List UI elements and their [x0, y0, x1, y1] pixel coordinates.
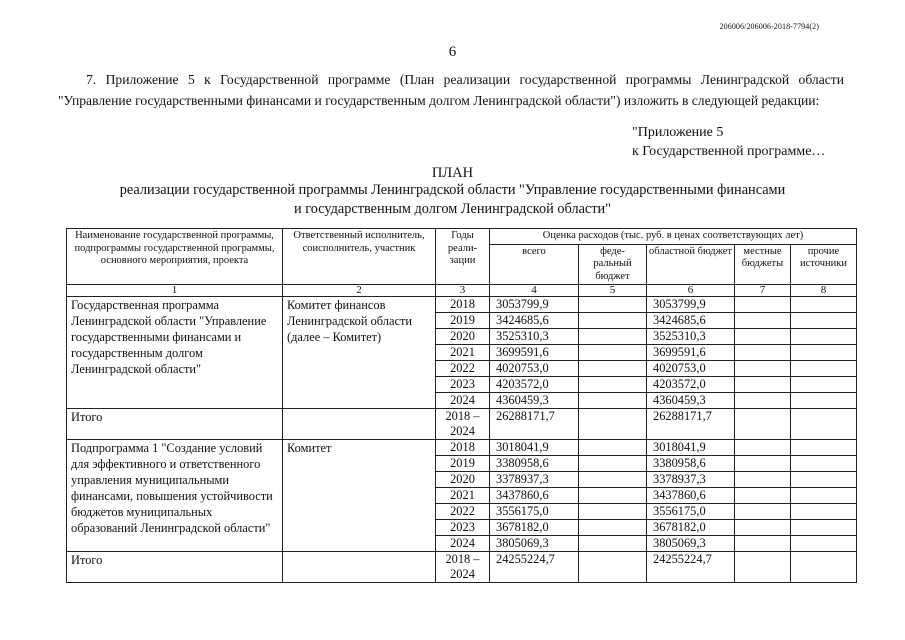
- header-total: всего: [490, 244, 579, 285]
- local-cell: [735, 504, 791, 520]
- total-cell: 3525310,3: [490, 329, 579, 345]
- total-cell: 3424685,6: [490, 313, 579, 329]
- regional-cell: 3053799,9: [647, 297, 735, 313]
- federal-cell: [579, 536, 647, 552]
- total-cell: 4203572,0: [490, 377, 579, 393]
- regional-cell: 4360459,3: [647, 393, 735, 409]
- other-cell: [791, 456, 857, 472]
- total-sum-cell: 26288171,7: [490, 409, 579, 440]
- header-other: прочие источники: [791, 244, 857, 285]
- other-cell: [791, 409, 857, 440]
- total-cell: 3437860,6: [490, 488, 579, 504]
- appendix-line-1: "Приложение 5: [632, 125, 724, 140]
- other-cell: [791, 345, 857, 361]
- regional-cell: 3525310,3: [647, 329, 735, 345]
- total-label: Итого: [67, 409, 283, 440]
- federal-cell: [579, 393, 647, 409]
- local-cell: [735, 536, 791, 552]
- federal-cell: [579, 409, 647, 440]
- year-cell: 2019: [436, 456, 490, 472]
- other-cell: [791, 393, 857, 409]
- local-cell: [735, 377, 791, 393]
- program-name: Государственная программа Ленинградской области "Управление государственными финансами и государственным долгом Ленинградской области": [67, 297, 283, 409]
- other-cell: [791, 440, 857, 456]
- column-number: 4: [490, 285, 579, 297]
- other-cell: [791, 472, 857, 488]
- local-cell: [735, 409, 791, 440]
- other-cell: [791, 297, 857, 313]
- table-row: [67, 297, 857, 313]
- header-local: местные бюджеты: [735, 244, 791, 285]
- local-cell: [735, 297, 791, 313]
- header-years: Годы реали- зации: [436, 229, 490, 285]
- total-label: Итого: [67, 552, 283, 583]
- year-cell: 2018: [436, 440, 490, 456]
- regional-cell: 3437860,6: [647, 488, 735, 504]
- regional-cell: 4020753,0: [647, 361, 735, 377]
- other-cell: [791, 552, 857, 583]
- local-cell: [735, 361, 791, 377]
- regional-cell: 4203572,0: [647, 377, 735, 393]
- plan-title: ПЛАН: [431, 165, 474, 181]
- regional-cell: 3678182,0: [647, 520, 735, 536]
- other-cell: [791, 361, 857, 377]
- federal-cell: [579, 361, 647, 377]
- local-cell: [735, 520, 791, 536]
- regional-cell: 3805069,3: [647, 536, 735, 552]
- plan-table-body: [67, 285, 857, 583]
- local-cell: [735, 345, 791, 361]
- other-cell: [791, 504, 857, 520]
- total-sum-cell: 24255224,7: [490, 552, 579, 583]
- total-years: 2018 – 2024: [436, 409, 490, 440]
- year-cell: 2019: [436, 313, 490, 329]
- plan-subtitle-line-1: реализации государственной программы Ленинградской области "Управление государственными финансами: [119, 182, 786, 198]
- other-cell: [791, 488, 857, 504]
- local-cell: [735, 329, 791, 345]
- plan-subtitle-line-2: и государственным долгом Ленинградской области": [293, 201, 612, 217]
- federal-cell: [579, 456, 647, 472]
- regional-cell: 3556175,0: [647, 504, 735, 520]
- regional-cell: 3378937,3: [647, 472, 735, 488]
- year-cell: 2023: [436, 377, 490, 393]
- local-cell: [735, 472, 791, 488]
- plan-subtitle: [80, 181, 825, 219]
- header-federal: феде- ральный бюджет: [579, 244, 647, 285]
- plan-table: [66, 228, 857, 583]
- year-cell: 2021: [436, 488, 490, 504]
- responsible-executor: Комитет: [283, 440, 436, 552]
- program-name: Подпрограмма 1 "Создание условий для эффективного и ответственного управления муниципальными финансами, повышения устойчивости бюджетов муниципальных образований Ленинградской области": [67, 440, 283, 552]
- regional-cell: 3380958,6: [647, 456, 735, 472]
- federal-cell: [579, 313, 647, 329]
- total-cell: 4020753,0: [490, 361, 579, 377]
- federal-cell: [579, 488, 647, 504]
- year-cell: 2023: [436, 520, 490, 536]
- appendix-line-2: к Государственной программе…: [632, 144, 826, 159]
- header-responsible: Ответственный исполнитель, соисполнитель, участник: [283, 229, 436, 285]
- header-name: Наименование государственной программы, подпрограммы государственной программы, основного мероприятия, проекта: [67, 229, 283, 285]
- other-cell: [791, 377, 857, 393]
- year-cell: 2024: [436, 393, 490, 409]
- total-cell: 3378937,3: [490, 472, 579, 488]
- total-cell: 3053799,9: [490, 297, 579, 313]
- column-number: 3: [436, 285, 490, 297]
- appendix-reference: [632, 123, 825, 161]
- regional-cell: 3424685,6: [647, 313, 735, 329]
- local-cell: [735, 313, 791, 329]
- other-cell: [791, 329, 857, 345]
- total-cell: 3699591,6: [490, 345, 579, 361]
- total-row: [67, 552, 857, 583]
- total-regional-cell: 24255224,7: [647, 552, 735, 583]
- regional-cell: 3018041,9: [647, 440, 735, 456]
- total-cell: 3805069,3: [490, 536, 579, 552]
- federal-cell: [579, 297, 647, 313]
- year-cell: 2020: [436, 472, 490, 488]
- total-regional-cell: 26288171,7: [647, 409, 735, 440]
- total-cell: 3018041,9: [490, 440, 579, 456]
- federal-cell: [579, 552, 647, 583]
- column-number: 5: [579, 285, 647, 297]
- header-estimate: Оценка расходов (тыс. руб. в ценах соответствующих лет): [490, 229, 857, 245]
- header-row-1: [67, 229, 857, 245]
- total-years: 2018 – 2024: [436, 552, 490, 583]
- federal-cell: [579, 329, 647, 345]
- federal-cell: [579, 520, 647, 536]
- local-cell: [735, 440, 791, 456]
- year-cell: 2021: [436, 345, 490, 361]
- table-row: [67, 440, 857, 456]
- total-row: [67, 409, 857, 440]
- local-cell: [735, 552, 791, 583]
- column-number: 6: [647, 285, 735, 297]
- total-cell: 3380958,6: [490, 456, 579, 472]
- column-number: 2: [283, 285, 436, 297]
- federal-cell: [579, 472, 647, 488]
- federal-cell: [579, 504, 647, 520]
- total-cell: 4360459,3: [490, 393, 579, 409]
- other-cell: [791, 520, 857, 536]
- other-cell: [791, 313, 857, 329]
- column-number: 7: [735, 285, 791, 297]
- other-cell: [791, 536, 857, 552]
- total-responsible-empty: [283, 409, 436, 440]
- page-number: 6: [448, 44, 457, 60]
- local-cell: [735, 456, 791, 472]
- federal-cell: [579, 440, 647, 456]
- year-cell: 2022: [436, 361, 490, 377]
- year-cell: 2024: [436, 536, 490, 552]
- year-cell: 2022: [436, 504, 490, 520]
- document-id: 206006/206006-2018-7794(2): [719, 22, 819, 31]
- column-number-row: [67, 285, 857, 297]
- amendment-paragraph: [58, 69, 844, 111]
- federal-cell: [579, 377, 647, 393]
- year-cell: 2018: [436, 297, 490, 313]
- column-number: 8: [791, 285, 857, 297]
- local-cell: [735, 488, 791, 504]
- regional-cell: 3699591,6: [647, 345, 735, 361]
- total-responsible-empty: [283, 552, 436, 583]
- year-cell: 2020: [436, 329, 490, 345]
- header-regional: областной бюджет: [647, 244, 735, 285]
- local-cell: [735, 393, 791, 409]
- total-cell: 3556175,0: [490, 504, 579, 520]
- amendment-text: 7. Приложение 5 к Государственной программе (План реализации государственной программы Ленинградской области "Управление государственными финансами и государственным долгом Ленинградской области") изложить в следующей редакции:: [58, 72, 844, 108]
- federal-cell: [579, 345, 647, 361]
- column-number: 1: [67, 285, 283, 297]
- responsible-executor: Комитет финансов Ленинградской области (далее – Комитет): [283, 297, 436, 409]
- total-cell: 3678182,0: [490, 520, 579, 536]
